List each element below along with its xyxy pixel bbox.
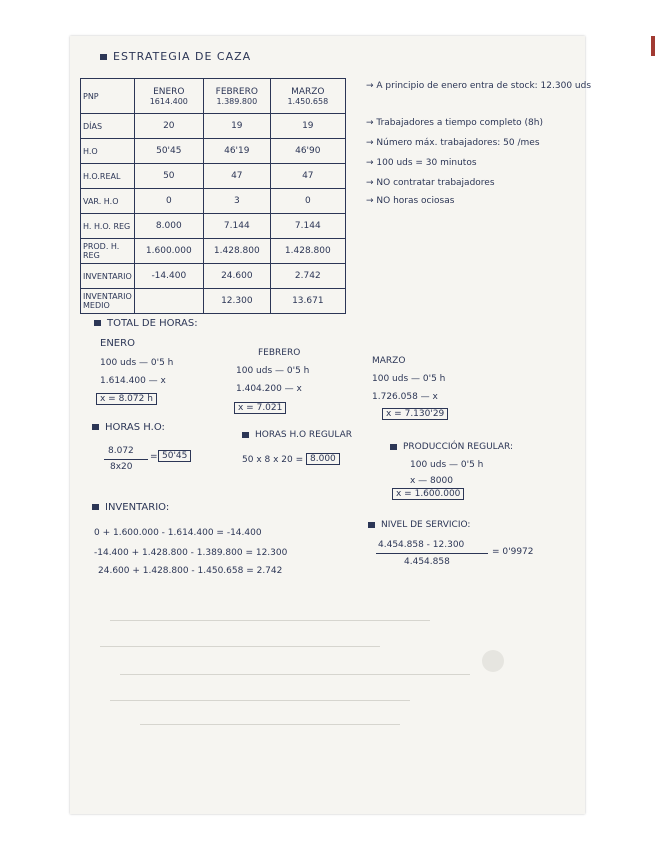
- fraction-line: [104, 459, 148, 460]
- table-row: [81, 164, 346, 189]
- fraction-line: [376, 553, 488, 554]
- table-row: [81, 239, 346, 264]
- table-cell: 1.428.800: [270, 239, 345, 264]
- note-item: → 100 uds = 30 minutos: [366, 158, 477, 168]
- table-cell: 7.144: [203, 214, 270, 239]
- febrero-result: x = 7.021: [234, 402, 286, 414]
- table-row-label: PNP: [81, 79, 135, 114]
- equals-sign: =: [150, 452, 158, 462]
- note-item: → Trabajadores a tiempo completo (8h): [366, 118, 543, 128]
- table-cell: 8.000: [134, 214, 203, 239]
- heading-text: INVENTARIO:: [105, 502, 170, 513]
- table-header-row: [81, 79, 346, 114]
- section-heading-nivel-servicio: [368, 520, 470, 530]
- bullet-icon: [368, 522, 375, 528]
- table-cell: -14.400: [134, 264, 203, 289]
- produccion-line: 100 uds — 0'5 h: [410, 460, 484, 470]
- table-cell: 20: [134, 114, 203, 139]
- table-cell-value: 1.450.658: [287, 96, 329, 106]
- bullet-icon: [242, 432, 249, 438]
- paper-mark: [482, 650, 504, 672]
- table-row: [81, 114, 346, 139]
- table-cell: 46'19: [203, 139, 270, 164]
- column-header-enero: ENERO: [153, 86, 185, 97]
- inventario-line: -14.400 + 1.428.800 - 1.389.800 = 12.300: [94, 548, 288, 558]
- marzo-line: 1.726.058 — x: [372, 392, 438, 402]
- bullet-icon: [390, 444, 397, 450]
- table-cell: 47: [270, 164, 345, 189]
- table-cell: [203, 79, 270, 114]
- table-cell: 0: [270, 189, 345, 214]
- section-heading-inventario: [92, 502, 169, 513]
- column-header-marzo: MARZO: [291, 86, 325, 97]
- table-row-label: H. H.O. REG: [81, 214, 135, 239]
- table-row: [81, 189, 346, 214]
- bullet-icon: [92, 424, 99, 430]
- bleed-through-line: [110, 700, 410, 701]
- enero-line: 1.614.400 — x: [100, 376, 166, 386]
- inventario-line: 24.600 + 1.428.800 - 1.450.658 = 2.742: [98, 566, 283, 576]
- table-row: [81, 264, 346, 289]
- marzo-result: x = 7.130'29: [382, 408, 448, 420]
- table-cell: 47: [203, 164, 270, 189]
- section-heading-total-horas: [94, 318, 198, 329]
- bullet-icon: [100, 54, 107, 60]
- marzo-line: 100 uds — 0'5 h: [372, 374, 446, 384]
- note-item: → NO contratar trabajadores: [366, 178, 495, 188]
- enero-result: x = 8.072 h: [96, 393, 157, 405]
- bleed-through-line: [140, 724, 400, 725]
- bleed-through-line: [120, 674, 470, 675]
- note-item: → Número máx. trabajadores: 50 /mes: [366, 138, 540, 148]
- table-cell-value: 1.389.800: [216, 96, 258, 106]
- heading-text: HORAS H.O:: [105, 422, 165, 433]
- table-row-label: H.O.REAL: [81, 164, 135, 189]
- table-cell: 12.300: [203, 289, 270, 314]
- nivel-servicio-denominator: 4.454.858: [404, 557, 450, 567]
- table-row: [81, 214, 346, 239]
- inventario-line: 0 + 1.600.000 - 1.614.400 = -14.400: [94, 528, 262, 538]
- heading-text: NIVEL DE SERVICIO:: [381, 520, 471, 530]
- enero-line: 100 uds — 0'5 h: [100, 358, 174, 368]
- page-title: [100, 50, 251, 63]
- table-cell: 0: [134, 189, 203, 214]
- table-cell: 1.600.000: [134, 239, 203, 264]
- febrero-line: 100 uds — 0'5 h: [236, 366, 310, 376]
- table-cell-value: 1614.400: [149, 96, 188, 106]
- table-cell: [134, 79, 203, 114]
- table-cell: 50: [134, 164, 203, 189]
- table-cell: 19: [270, 114, 345, 139]
- table-row-label: INVENTARIO: [81, 264, 135, 289]
- heading-text: HORAS H.O REGULAR: [255, 430, 353, 440]
- table-cell: 3: [203, 189, 270, 214]
- table-row-label: INVENTARIO MEDIO: [81, 289, 135, 314]
- title-text: ESTRATEGIA DE CAZA: [113, 50, 252, 63]
- table-cell: 2.742: [270, 264, 345, 289]
- table-cell: 13.671: [270, 289, 345, 314]
- enero-title: ENERO: [100, 338, 135, 349]
- table-cell: 50'45: [134, 139, 203, 164]
- nivel-servicio-numerator: 4.454.858 - 12.300: [378, 540, 465, 550]
- table-cell: 1.428.800: [203, 239, 270, 264]
- table-cell: 19: [203, 114, 270, 139]
- table-row: [81, 289, 346, 314]
- table-cell: 7.144: [270, 214, 345, 239]
- table-row-label: PROD. H. REG: [81, 239, 135, 264]
- horas-ho-numerator: 8.072: [108, 446, 134, 456]
- caza-table: [80, 78, 346, 314]
- bullet-icon: [94, 320, 101, 326]
- table-cell: [270, 79, 345, 114]
- febrero-line: 1.404.200 — x: [236, 384, 302, 394]
- table-row: [81, 139, 346, 164]
- page-edge-mark: [651, 36, 655, 56]
- heading-text: TOTAL DE HORAS:: [107, 318, 198, 329]
- produccion-result: x = 1.600.000: [392, 488, 464, 500]
- horas-ho-regular-expression: 50 x 8 x 20 =: [242, 455, 304, 465]
- table-row-label: VAR. H.O: [81, 189, 135, 214]
- heading-text: PRODUCCIÓN REGULAR:: [403, 442, 514, 452]
- horas-ho-regular-result: 8.000: [306, 453, 340, 465]
- column-header-febrero: FEBRERO: [215, 86, 258, 97]
- section-heading-horas-ho-regular: [242, 430, 352, 440]
- table-row-label: DÍAS: [81, 114, 135, 139]
- marzo-title: MARZO: [372, 356, 406, 366]
- table-cell: [134, 289, 203, 314]
- nivel-servicio-result: = 0'9972: [492, 547, 534, 557]
- note-item: → A principio de enero entra de stock: 12.300 uds: [366, 81, 592, 91]
- febrero-title: FEBRERO: [258, 348, 301, 358]
- bullet-icon: [92, 504, 99, 510]
- horas-ho-result: 50'45: [158, 450, 191, 462]
- table-row-label: H.O: [81, 139, 135, 164]
- bleed-through-line: [110, 620, 430, 621]
- section-heading-horas-ho: [92, 422, 165, 433]
- note-item: → NO horas ociosas: [366, 196, 455, 206]
- produccion-line: x — 8000: [410, 476, 453, 486]
- horas-ho-denominator: 8x20: [110, 462, 133, 472]
- table-cell: 24.600: [203, 264, 270, 289]
- table-cell: 46'90: [270, 139, 345, 164]
- bleed-through-line: [100, 646, 380, 647]
- section-heading-produccion-regular: [390, 442, 513, 452]
